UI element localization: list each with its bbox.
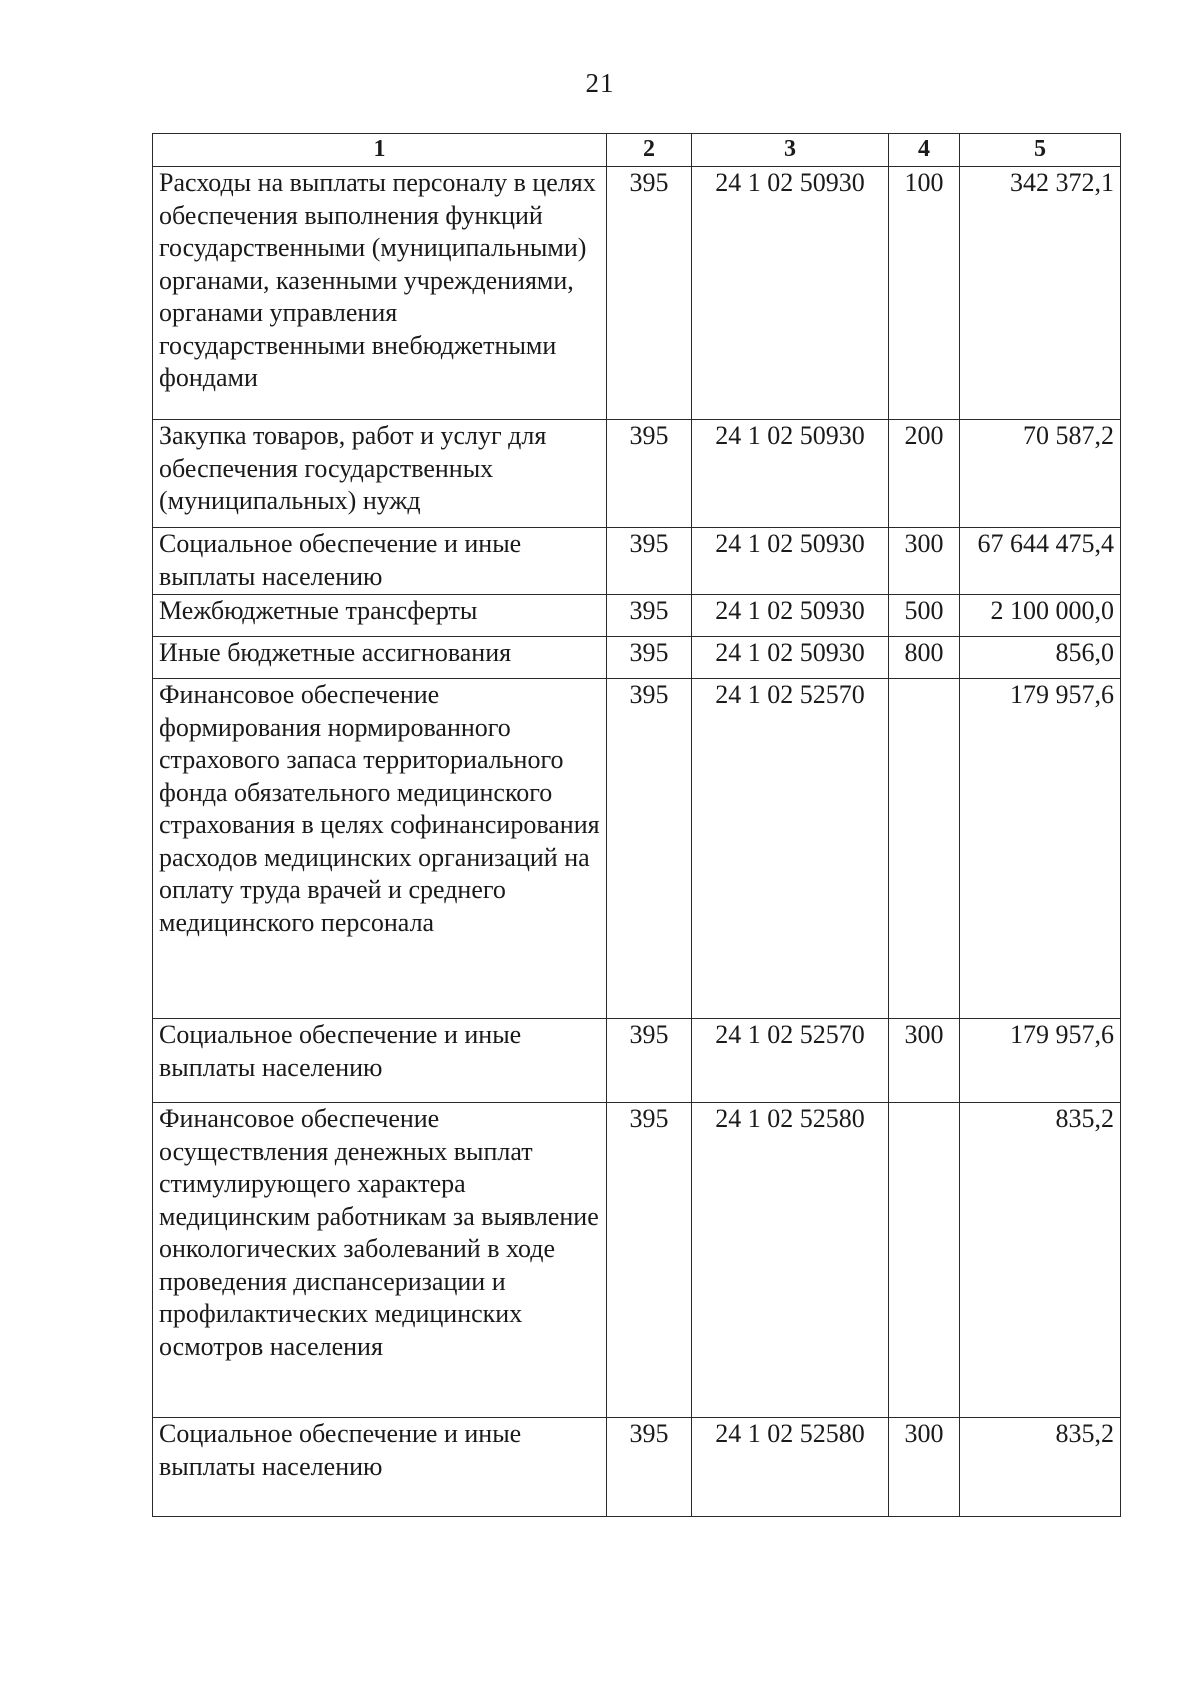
expense-type-cell: 100 bbox=[889, 167, 960, 420]
amount-cell: 342 372,1 bbox=[960, 167, 1121, 420]
ministry-code-cell: 395 bbox=[607, 595, 692, 637]
column-header: 5 bbox=[960, 134, 1121, 167]
ministry-code-cell: 395 bbox=[607, 1103, 692, 1418]
table-row bbox=[153, 679, 1121, 1019]
ministry-code-cell: 395 bbox=[607, 1019, 692, 1103]
table-row bbox=[153, 528, 1121, 595]
expense-name-cell: Социальное обеспечение и иные выплаты населению bbox=[153, 1418, 607, 1517]
table-row bbox=[153, 420, 1121, 528]
ministry-code-cell: 395 bbox=[607, 1418, 692, 1517]
expense-type-cell: 800 bbox=[889, 637, 960, 679]
expense-name-cell: Социальное обеспечение и иные выплаты населению bbox=[153, 1019, 607, 1103]
column-header: 4 bbox=[889, 134, 960, 167]
amount-cell: 179 957,6 bbox=[960, 1019, 1121, 1103]
amount-cell: 67 644 475,4 bbox=[960, 528, 1121, 595]
ministry-code-cell: 395 bbox=[607, 679, 692, 1019]
expense-name-cell: Социальное обеспечение и иные выплаты населению bbox=[153, 528, 607, 595]
ministry-code-cell: 395 bbox=[607, 420, 692, 528]
target-article-cell: 24 1 02 50930 bbox=[692, 528, 889, 595]
expense-type-cell: 300 bbox=[889, 1418, 960, 1517]
column-header: 1 bbox=[153, 134, 607, 167]
header-row bbox=[153, 134, 1121, 167]
target-article-cell: 24 1 02 50930 bbox=[692, 420, 889, 528]
expense-type-cell bbox=[889, 679, 960, 1019]
expense-type-cell: 300 bbox=[889, 1019, 960, 1103]
expense-name-cell: Расходы на выплаты персоналу в целях обеспечения выполнения функций государственными (муниципальными) органами, казенными учреждениями, органами управления государственными внебюджетными фондами bbox=[153, 167, 607, 420]
table-row bbox=[153, 595, 1121, 637]
budget-table bbox=[152, 133, 1121, 1517]
target-article-cell: 24 1 02 50930 bbox=[692, 167, 889, 420]
column-header: 2 bbox=[607, 134, 692, 167]
amount-cell: 835,2 bbox=[960, 1103, 1121, 1418]
expense-name-cell: Иные бюджетные ассигнования bbox=[153, 637, 607, 679]
budget-table-container bbox=[152, 133, 1120, 1517]
ministry-code-cell: 395 bbox=[607, 167, 692, 420]
page-number: 21 bbox=[585, 68, 615, 98]
table-row bbox=[153, 1019, 1121, 1103]
table-row bbox=[153, 1418, 1121, 1517]
expense-name-cell: Финансовое обеспечение формирования нормированного страхового запаса территориального фонда обязательного медицинского страхования в целях софинансирования расходов медицинских организаций на оплату труда врачей и среднего медицинского персонала bbox=[153, 679, 607, 1019]
target-article-cell: 24 1 02 52580 bbox=[692, 1103, 889, 1418]
expense-type-cell bbox=[889, 1103, 960, 1418]
table-row bbox=[153, 167, 1121, 420]
expense-type-cell: 200 bbox=[889, 420, 960, 528]
table-row bbox=[153, 1103, 1121, 1418]
target-article-cell: 24 1 02 52580 bbox=[692, 1418, 889, 1517]
ministry-code-cell: 395 bbox=[607, 637, 692, 679]
expense-name-cell: Закупка товаров, работ и услуг для обеспечения государственных (муниципальных) нужд bbox=[153, 420, 607, 528]
expense-type-cell: 300 bbox=[889, 528, 960, 595]
amount-cell: 2 100 000,0 bbox=[960, 595, 1121, 637]
expense-name-cell: Финансовое обеспечение осуществления денежных выплат стимулирующего характера медицинским работникам за выявление онкологических заболеваний в ходе проведения диспансеризации и профилактических медицинских осмотров населения bbox=[153, 1103, 607, 1418]
ministry-code-cell: 395 bbox=[607, 528, 692, 595]
target-article-cell: 24 1 02 50930 bbox=[692, 637, 889, 679]
target-article-cell: 24 1 02 52570 bbox=[692, 1019, 889, 1103]
amount-cell: 835,2 bbox=[960, 1418, 1121, 1517]
expense-type-cell: 500 bbox=[889, 595, 960, 637]
expense-name-cell: Межбюджетные трансферты bbox=[153, 595, 607, 637]
amount-cell: 179 957,6 bbox=[960, 679, 1121, 1019]
amount-cell: 856,0 bbox=[960, 637, 1121, 679]
column-header: 3 bbox=[692, 134, 889, 167]
target-article-cell: 24 1 02 50930 bbox=[692, 595, 889, 637]
target-article-cell: 24 1 02 52570 bbox=[692, 679, 889, 1019]
amount-cell: 70 587,2 bbox=[960, 420, 1121, 528]
table-row bbox=[153, 637, 1121, 679]
